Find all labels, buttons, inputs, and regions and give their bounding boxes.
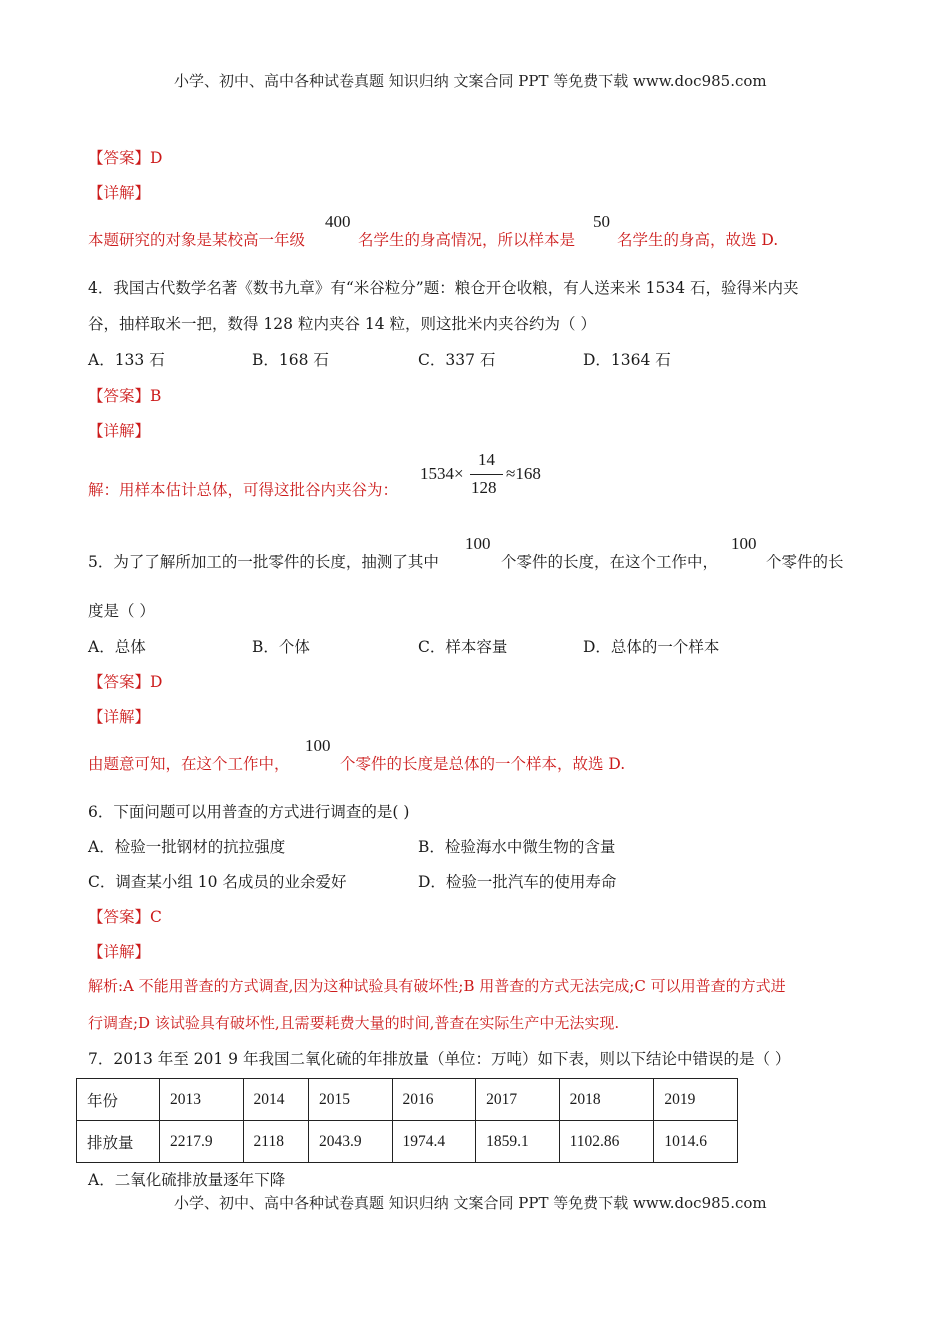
q5-num-100-b: 100 bbox=[731, 534, 757, 553]
q4-formula bbox=[420, 450, 555, 500]
q5-question-c: 个零件的长 bbox=[766, 553, 844, 571]
q6-detail-label: 【详解】 bbox=[88, 943, 151, 961]
q5-question-b: 个零件的长度，在这个工作中， bbox=[501, 553, 719, 571]
table-row-emission bbox=[77, 1121, 738, 1163]
q5-explain-a: 由题意可知，在这个工作中， bbox=[88, 755, 290, 773]
q7-question: 7．2013 年至 201 9 年我国二氧化硫的年排放量（单位：万吨）如下表，则以下结论中错误的是（ ） bbox=[88, 1050, 791, 1068]
q4-question-line2: 谷，抽样取米一把，数得 128 粒内夹谷 14 粒，则这批米内夹谷约为（ ） bbox=[88, 315, 596, 333]
table-cell: 2018 bbox=[559, 1079, 654, 1121]
table-cell: 2043.9 bbox=[308, 1121, 392, 1163]
table-cell: 1974.4 bbox=[392, 1121, 476, 1163]
table-cell: 1014.6 bbox=[654, 1121, 738, 1163]
q4-answer: 【答案】B bbox=[88, 387, 162, 405]
table-cell: 2017 bbox=[476, 1079, 560, 1121]
q3-explain-c: 名学生的身高，故选 D. bbox=[617, 231, 779, 249]
q5-answer: 【答案】D bbox=[88, 673, 163, 691]
q6-option-c: C．调查某小组 10 名成员的业余爱好 bbox=[88, 873, 347, 891]
q6-explain-line1: 解析:A 不能用普查的方式调查,因为这种试验具有破坏性;B 用普查的方式无法完成;C 可以用普查的方式进 bbox=[88, 977, 786, 995]
q4-frac-denominator: 128 bbox=[471, 478, 497, 497]
q4-formula-lhs: 1534× bbox=[420, 464, 464, 483]
table-cell: 排放量 bbox=[77, 1121, 160, 1163]
q3-explain-a: 本题研究的对象是某校高一年级 bbox=[88, 231, 306, 249]
table-cell: 2013 bbox=[160, 1079, 244, 1121]
table-cell: 1859.1 bbox=[476, 1121, 560, 1163]
q5-option-a: A．总体 bbox=[88, 638, 146, 656]
q5-option-c: C．样本容量 bbox=[418, 638, 508, 656]
q5-option-d: D．总体的一个样本 bbox=[583, 638, 720, 656]
q3-num-50: 50 bbox=[593, 212, 610, 231]
table-row-year bbox=[77, 1079, 738, 1121]
q4-option-d: D．1364 石 bbox=[583, 351, 671, 369]
q5-num-100-a: 100 bbox=[465, 534, 491, 553]
q4-question-line1: 4．我国古代数学名著《数书九章》有“米谷粒分”题：粮仓开仓收粮，有人送来米 1534 石，验得米内夹 bbox=[88, 279, 799, 297]
q4-detail-label: 【详解】 bbox=[88, 422, 151, 440]
page-header: 小学、初中、高中各种试卷真题 知识归纳 文案合同 PPT 等免费下载 www.doc985.com bbox=[174, 72, 767, 90]
q5-option-b: B．个体 bbox=[252, 638, 310, 656]
table-cell: 2016 bbox=[392, 1079, 476, 1121]
table-cell: 2118 bbox=[243, 1121, 308, 1163]
page-footer: 小学、初中、高中各种试卷真题 知识归纳 文案合同 PPT 等免费下载 www.doc985.com bbox=[174, 1194, 767, 1212]
q4-frac-bar bbox=[470, 474, 503, 475]
emission-table bbox=[76, 1078, 738, 1163]
q3-detail-label: 【详解】 bbox=[88, 184, 151, 202]
q6-question: 6．下面问题可以用普查的方式进行调查的是( ) bbox=[88, 803, 410, 821]
q5-question-a: 5．为了了解所加工的一批零件的长度，抽测了其中 bbox=[88, 553, 439, 571]
table-cell: 1102.86 bbox=[559, 1121, 654, 1163]
q3-explain-b: 名学生的身高情况，所以样本是 bbox=[358, 231, 576, 249]
q4-option-a: A．133 石 bbox=[88, 351, 165, 369]
table-cell: 2019 bbox=[654, 1079, 738, 1121]
table-cell: 2217.9 bbox=[160, 1121, 244, 1163]
q4-option-c: C．337 石 bbox=[418, 351, 496, 369]
q6-explain-line2: 行调查;D 该试验具有破坏性,且需要耗费大量的时间,普查在实际生产中无法实现. bbox=[88, 1014, 620, 1032]
q4-frac-numerator: 14 bbox=[478, 450, 495, 469]
q4-explain: 解：用样本估计总体，可得这批谷内夹谷为： bbox=[88, 481, 399, 499]
q6-option-d: D．检验一批汽车的使用寿命 bbox=[418, 873, 617, 891]
q5-question-line2: 度是（ ） bbox=[88, 602, 155, 620]
q6-answer: 【答案】C bbox=[88, 908, 162, 926]
table-cell: 年份 bbox=[77, 1079, 160, 1121]
q5-detail-label: 【详解】 bbox=[88, 708, 151, 726]
q6-option-b: B．检验海水中微生物的含量 bbox=[418, 838, 616, 856]
q5-num-100-c: 100 bbox=[305, 736, 331, 755]
table-cell: 2014 bbox=[243, 1079, 308, 1121]
q4-formula-rhs: ≈168 bbox=[506, 464, 541, 483]
q7-option-a: A．二氧化硫排放量逐年下降 bbox=[88, 1171, 286, 1189]
q5-explain-b: 个零件的长度是总体的一个样本，故选 D. bbox=[340, 755, 626, 773]
q4-option-b: B．168 石 bbox=[252, 351, 329, 369]
q6-option-a: A．检验一批钢材的抗拉强度 bbox=[88, 838, 286, 856]
table-cell: 2015 bbox=[308, 1079, 392, 1121]
q3-num-400: 400 bbox=[325, 212, 351, 231]
q3-answer: 【答案】D bbox=[88, 149, 163, 167]
